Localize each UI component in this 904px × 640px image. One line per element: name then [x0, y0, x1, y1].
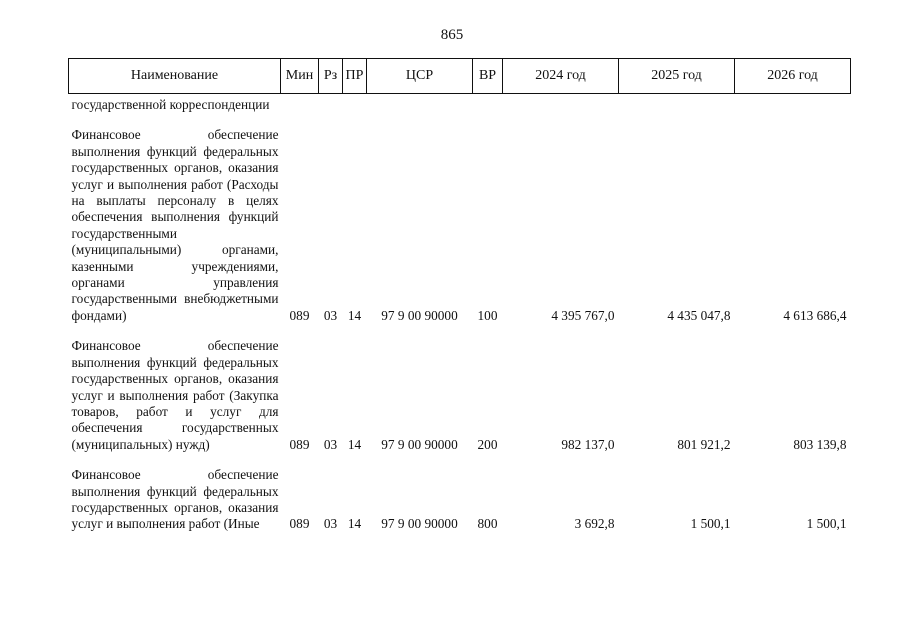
table-header-row [69, 59, 851, 94]
header-rz: Рз [319, 59, 343, 94]
header-min: Мин [281, 59, 319, 94]
table-row [69, 324, 851, 453]
row-name: Финансовое обеспечение выполнения функций федеральных государственных органов, оказания услуг и выполнения работ (Закупка товаров, работ и услуг для обеспечения государственных (муниципальных) нужд) [71, 338, 279, 452]
row-min: 089 [289, 307, 310, 323]
row-csr: 97 9 00 90000 [381, 516, 458, 532]
row-2024: 982 137,0 [561, 436, 615, 452]
row-name: Финансовое обеспечение выполнения функций федеральных государственных органов, оказания услуг и выполнения работ (Расходы на выплаты персоналу в целях обеспечения выполнения функций государственными (муниципальными) органами, казенными учреждениями, органами управления государственными внебюджетными фондами) [71, 127, 279, 323]
header-2024: 2024 год [503, 59, 619, 94]
row-2024: 4 395 767,0 [551, 307, 615, 323]
row-vr: 800 [477, 516, 498, 532]
budget-table [68, 58, 851, 533]
table-row-continuation [69, 94, 851, 114]
header-csr: ЦСР [367, 59, 473, 94]
row-pr: 14 [347, 436, 362, 452]
row-2025: 801 921,2 [677, 436, 731, 452]
header-pr: ПР [343, 59, 367, 94]
table-row [69, 453, 851, 533]
row-2026: 1 500,1 [806, 516, 847, 532]
row-vr: 100 [477, 307, 498, 323]
row-2026: 4 613 686,4 [783, 307, 847, 323]
row-rz: 03 [323, 516, 338, 532]
row-2025: 1 500,1 [690, 516, 731, 532]
row-rz: 03 [323, 436, 338, 452]
header-2025: 2025 год [619, 59, 735, 94]
row-rz: 03 [323, 307, 338, 323]
row-pr: 14 [347, 516, 362, 532]
row-2025: 4 435 047,8 [667, 307, 731, 323]
header-vr: ВР [473, 59, 503, 94]
row-name-continuation: государственной корреспонденции [71, 97, 270, 112]
page-number: 865 [440, 27, 464, 43]
header-name: Наименование [69, 59, 281, 94]
row-name: Финансовое обеспечение выполнения функций федеральных государственных органов, оказания услуг и выполнения работ (Иные [71, 467, 279, 532]
row-pr: 14 [347, 307, 362, 323]
header-2026: 2026 год [735, 59, 851, 94]
row-vr: 200 [477, 436, 498, 452]
row-min: 089 [289, 516, 310, 532]
row-2024: 3 692,8 [574, 516, 615, 532]
row-csr: 97 9 00 90000 [381, 307, 458, 323]
table-row [69, 113, 851, 324]
row-min: 089 [289, 436, 310, 452]
row-csr: 97 9 00 90000 [381, 436, 458, 452]
row-2026: 803 139,8 [793, 436, 847, 452]
